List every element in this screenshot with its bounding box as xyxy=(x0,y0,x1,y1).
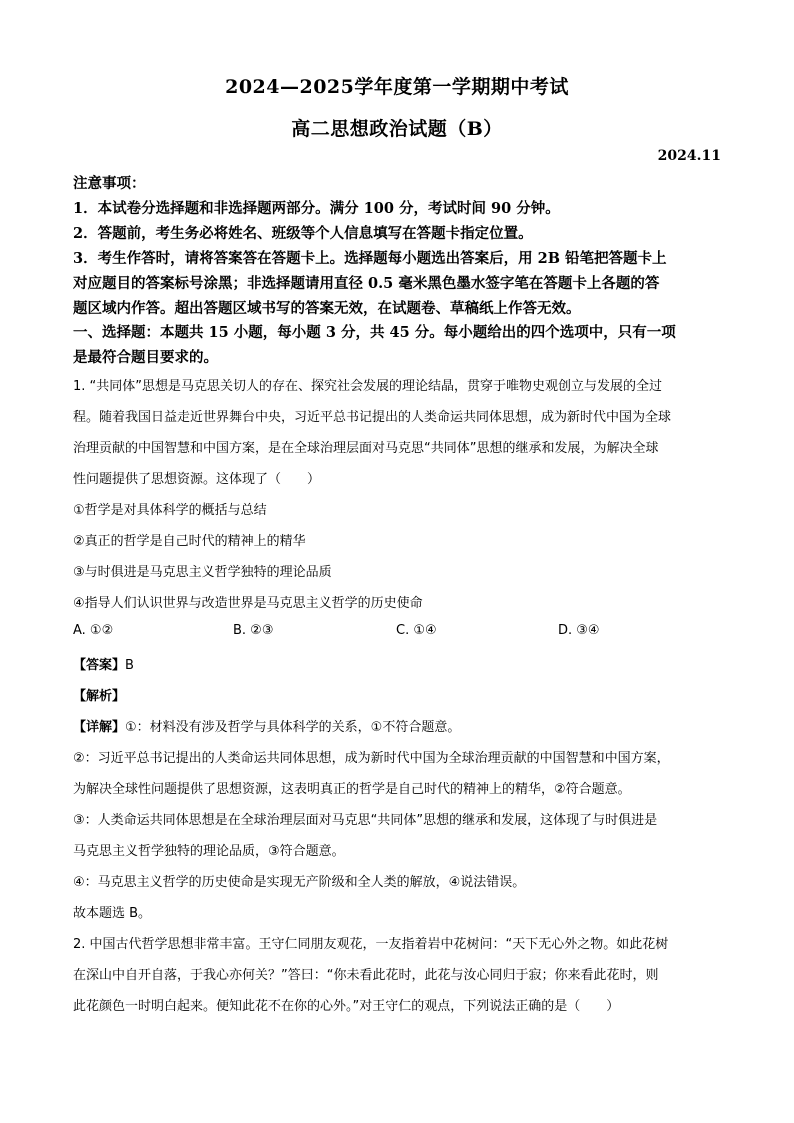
notice-item-2: 2．答题前，考生务必将姓名、班级等个人信息填写在答题卡指定位置。 xyxy=(73,225,533,242)
q1-statement-2: ②真正的哲学是自己时代的精神上的精华 xyxy=(73,534,306,549)
notice-item-1: 1．本试卷分选择题和非选择题两部分。满分 100 分，考试时间 90 分钟。 xyxy=(73,200,560,217)
q1-detail-4: ④：马克思主义哲学的历史使命是实现无产阶级和全人类的解放，④说法错误。 xyxy=(73,875,526,890)
q1-detail-2-line-2: 为解决全球性问题提供了思想资源，这表明真正的哲学是自己时代的精神上的精华，②符合题意。 xyxy=(73,782,631,797)
detail-tag: 【详解】 xyxy=(73,720,126,735)
q1-stem-line-3: 治理贡献的中国智慧和中国方案，是在全球治理层面对马克思“共同体”思想的继承和发展，为解决全球 xyxy=(73,441,659,456)
exam-title: 2024—2025学年度第一学期期中考试 xyxy=(225,76,569,98)
exam-date: 2024.11 xyxy=(657,148,721,164)
q1-statement-1: ①哲学是对具体科学的概括与总结 xyxy=(73,503,267,518)
q1-stem-line-2: 程。随着我国日益走近世界舞台中央，习近平总书记提出的人类命运共同体思想，成为新时代中国为全球 xyxy=(73,410,672,425)
q2-stem-line-1: 2. 中国古代哲学思想非常丰富。王守仁同朋友观花，一友指着岩中花树问：“天下无心外之物。如此花树 xyxy=(73,937,669,952)
answer-value: B xyxy=(125,658,134,673)
q1-detail-3-line-1: ③：人类命运共同体思想是在全球治理层面对马克思“共同体”思想的继承和发展，这体现了与时俱进是 xyxy=(73,813,658,828)
q1-conclusion: 故本题选 B。 xyxy=(73,906,152,921)
notice-heading: 注意事项： xyxy=(73,175,146,192)
detail-1-text: ①：材料没有涉及哲学与具体科学的关系，①不符合题意。 xyxy=(125,720,461,735)
q1-option-c: C. ①④ xyxy=(396,623,437,638)
notice-item-3-line-2: 对应题目的答案标号涂黑；非选择题请用直径 0.5 毫米黑色墨水签字笔在答题卡上各题的答 xyxy=(73,275,660,292)
q1-stem-line-4: 性问题提供了思想资源。这体现了（ ） xyxy=(73,472,321,487)
q1-detail-3-line-2: 马克思主义哲学独特的理论品质，③符合题意。 xyxy=(73,844,345,859)
q1-statement-4: ④指导人们认识世界与改造世界是马克思主义哲学的历史使命 xyxy=(73,596,423,611)
q1-stem-line-1: 1. “共同体”思想是马克思关切人的存在、探究社会发展的理论结晶，贯穿于唯物史观创立与发展的全过 xyxy=(73,379,663,394)
analysis-tag: 【解析】 xyxy=(73,689,126,704)
q1-option-b: B. ②③ xyxy=(233,623,274,638)
exam-subtitle: 高二思想政治试题（B） xyxy=(291,118,503,140)
q1-option-d: D. ③④ xyxy=(558,623,600,638)
q1-detail-1 xyxy=(73,716,733,735)
q2-stem-line-3: 此花颜色一时明白起来。便知此花不在你的心外。”对王守仁的观点，下列说法正确的是（ ） xyxy=(73,999,620,1014)
notice-item-3-line-3: 题区域内作答。超出答题区域书写的答案无效，在试题卷、草稿纸上作答无效。 xyxy=(73,300,581,317)
answer-tag: 【答案】 xyxy=(73,658,126,673)
section-heading-line-1: 一、选择题：本题共 15 小题，每小题 3 分，共 45 分。每小题给出的四个选项中，只有一项 xyxy=(73,324,676,341)
q2-stem-line-2: 在深山中自开自落，于我心亦何关？”答曰：“你未看此花时，此花与汝心同归于寂；你来看此花时，则 xyxy=(73,968,659,983)
section-heading-line-2: 是最符合题目要求的。 xyxy=(73,349,218,366)
q1-option-a: A. ①② xyxy=(73,623,114,638)
q1-analysis-tag xyxy=(73,685,733,704)
q1-detail-2-line-1: ②：习近平总书记提出的人类命运共同体思想，成为新时代中国为全球治理贡献的中国智慧和中国方案， xyxy=(73,751,670,766)
q1-answer xyxy=(73,654,733,673)
q1-statement-3: ③与时俱进是马克思主义哲学独特的理论品质 xyxy=(73,565,332,580)
notice-item-3-line-1: 3．考生作答时，请将答案答在答题卡上。选择题每小题选出答案后，用 2B 铅笔把答题卡上 xyxy=(73,250,667,267)
